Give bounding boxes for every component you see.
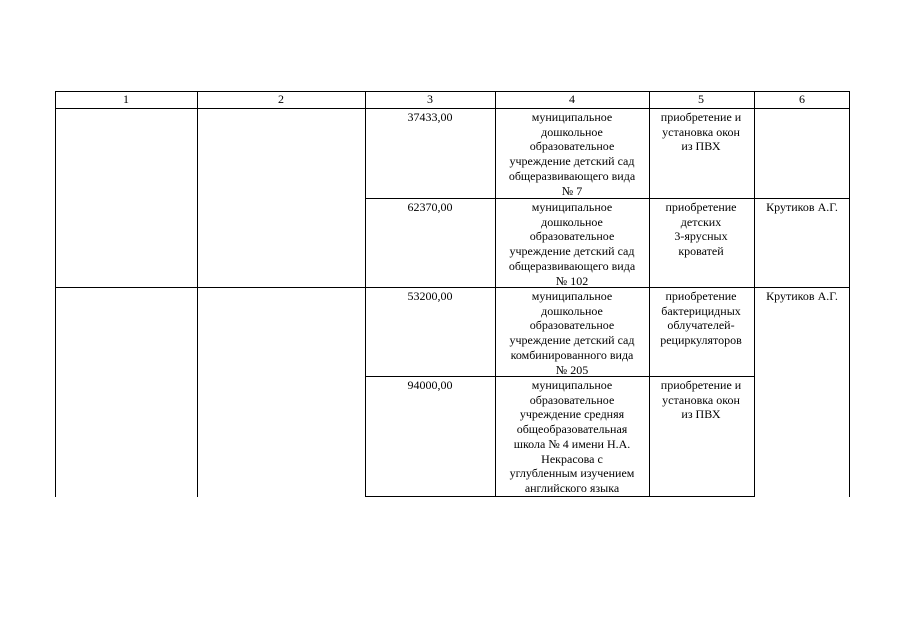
amount-cell: 37433,00: [407, 110, 453, 124]
amount-cell: 94000,00: [407, 378, 453, 392]
column-divider: [495, 91, 496, 497]
table-border-right: [849, 91, 850, 497]
group-divider: [55, 287, 849, 288]
purpose-cell: приобретение детских 3-ярусных кроватей: [665, 200, 737, 259]
institution-cell: муниципальное дошкольное образовательное учреждение детский сад комбинированного вида № 205: [509, 289, 635, 377]
amount-cell: 53200,00: [407, 289, 453, 303]
column-header-3: 3: [427, 92, 433, 106]
column-header-1: 1: [123, 92, 129, 106]
column-header-4: 4: [569, 92, 575, 106]
institution-cell: муниципальное дошкольное образовательное учреждение детский сад общеразвивающего вида № 7: [508, 110, 636, 198]
column-divider: [649, 91, 650, 497]
column-header-5: 5: [698, 92, 704, 106]
responsible-cell: Крутиков А.Г.: [766, 289, 838, 303]
column-divider: [365, 91, 366, 497]
purpose-cell: приобретение и установка окон из ПВХ: [660, 110, 742, 154]
column-divider: [197, 91, 198, 497]
column-header-6: 6: [799, 92, 805, 106]
header-divider: [55, 108, 849, 109]
table-border-bottom-partial: [365, 496, 754, 497]
amount-cell: 62370,00: [407, 200, 453, 214]
column-divider: [754, 91, 755, 497]
purpose-cell: приобретение и установка окон из ПВХ: [660, 378, 742, 422]
institution-cell: муниципальное дошкольное образовательное учреждение детский сад общеразвивающего вида № 102: [508, 200, 636, 288]
table-border-top: [55, 91, 849, 92]
institution-cell: муниципальное образовательное учреждение средняя общеобразовательная школа № 4 имени Н.А. Некрасова с углубленным изучением английского языка: [509, 378, 635, 495]
column-header-2: 2: [278, 92, 284, 106]
purpose-cell: приобретение бактерицидных облучателей- рециркуляторов: [660, 289, 742, 348]
table-border-left: [55, 91, 56, 497]
responsible-cell: Крутиков А.Г.: [766, 200, 838, 214]
